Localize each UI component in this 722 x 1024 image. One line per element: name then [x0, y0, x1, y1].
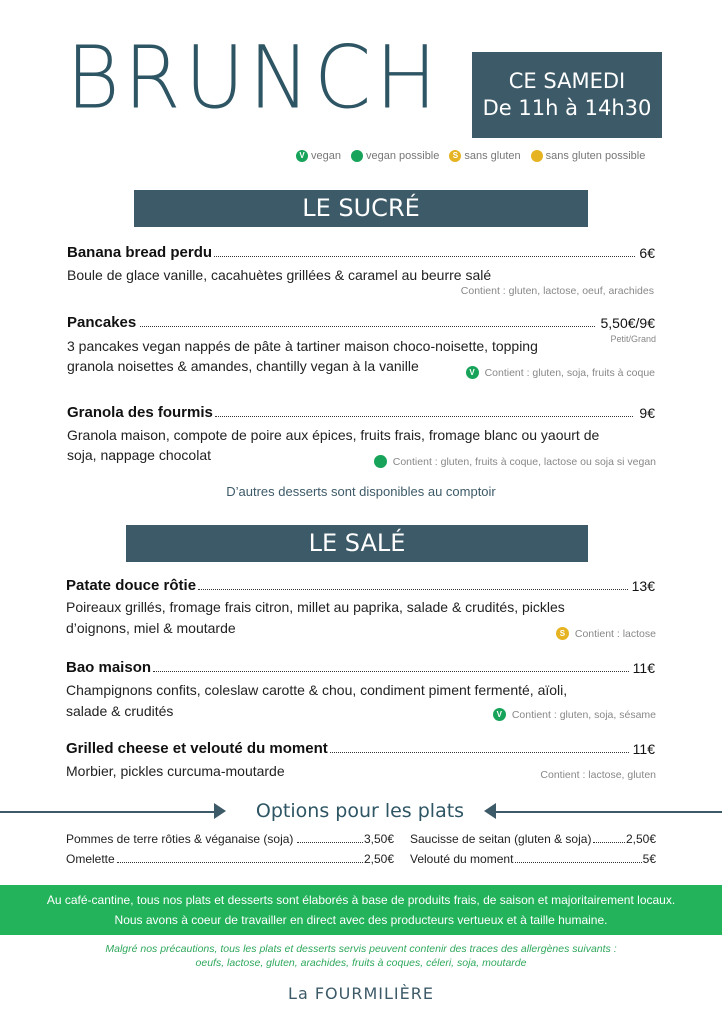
allergen-info: Contient : lactose, gluten — [540, 769, 656, 781]
local-produce-banner — [0, 885, 722, 935]
option-price: 2,50€ — [625, 832, 656, 846]
dot-leader — [140, 326, 594, 327]
item-name: Grilled cheese et velouté du moment — [66, 740, 328, 757]
date-box — [472, 52, 662, 138]
item-description-line-2: salade & crudités — [66, 703, 174, 719]
item-description-line-1: Granola maison, compote de poire aux épices, fruits frais, fromage blanc ou yaourt de — [67, 427, 600, 443]
item-description-line-2: soja, nappage chocolat — [67, 447, 211, 463]
option-row — [410, 852, 656, 866]
dot-leader — [515, 862, 641, 863]
item-price: 9€ — [639, 405, 655, 421]
v-badge-icon: V — [493, 708, 506, 721]
menu-item-banana-bread — [67, 244, 655, 261]
left-arrow-line — [0, 811, 222, 813]
option-price: 3,50€ — [363, 832, 394, 846]
option-row — [410, 832, 656, 846]
brand-logo: La FOURMILIÈRE — [288, 984, 434, 1003]
right-arrow-line — [494, 811, 722, 813]
option-price: 5€ — [642, 852, 656, 866]
option-price: 2,50€ — [363, 852, 394, 866]
item-price: 6€ — [639, 245, 655, 261]
item-price: 13€ — [631, 578, 655, 594]
menu-item-granola — [67, 404, 655, 421]
item-price: 5,50€/9€ — [600, 315, 655, 331]
option-row — [66, 832, 394, 846]
dot-leader — [153, 671, 629, 672]
dot-leader — [593, 842, 625, 843]
v-badge-icon: V — [466, 366, 479, 379]
allergen-line-1: Malgré nos précautions, tous les plats et desserts servis peuvent contenir des traces des allergènes suivants : — [105, 943, 617, 955]
legend-sans-gluten-possible: sans gluten possible — [531, 150, 646, 162]
item-description: Morbier, pickles curcuma-moutarde — [66, 763, 285, 779]
yellow-dot-icon — [531, 150, 543, 162]
legend-vegan: V vegan — [296, 150, 341, 162]
menu-item-pancakes — [67, 314, 655, 331]
item-description-line-1: 3 pancakes vegan nappés de pâte à tartiner maison choco-noisette, topping — [67, 338, 538, 354]
v-badge-icon: V — [296, 150, 308, 162]
section-sucre-heading: LE SUCRÉ — [134, 190, 588, 227]
item-name: Banana bread perdu — [67, 244, 213, 261]
item-description: Boule de glace vanille, cacahuètes grillées & caramel au beurre salé — [67, 267, 492, 283]
date-line-1: CE SAMEDI — [508, 68, 626, 93]
legend-vegan-possible: vegan possible — [351, 150, 439, 162]
allergen-info: V Contient : gluten, soja, sésame — [460, 708, 656, 721]
item-description-line-2: granola noisettes & amandes, chantilly vegan à la vanille — [67, 358, 419, 374]
option-label: Saucisse de seitan (gluten & soja) — [410, 832, 592, 846]
menu-item-bao — [66, 659, 655, 676]
dot-leader — [117, 862, 363, 863]
allergen-notice — [0, 942, 722, 970]
item-price: 11€ — [632, 660, 655, 676]
item-description-line-1: Champignons confits, coleslaw carotte & chou, condiment piment fermenté, aïoli, — [66, 682, 568, 698]
item-name: Pancakes — [67, 314, 137, 331]
dot-leader — [215, 416, 634, 417]
dot-leader — [198, 589, 628, 590]
item-description-line-1: Poireaux grillés, fromage frais citron, millet au paprika, salade & crudités, pickles — [66, 599, 565, 615]
banner-line-2: Nous avons à coeur de travailler en direct avec des producteurs vertueux et à taille humaine. — [114, 913, 608, 927]
menu-item-patate-douce — [66, 577, 655, 594]
legend-sans-gluten: S sans gluten — [449, 150, 520, 162]
right-arrow-icon — [214, 803, 226, 819]
price-note: Petit/Grand — [610, 334, 656, 344]
dot-leader — [297, 842, 363, 843]
dot-leader — [330, 752, 629, 753]
option-label: Omelette — [66, 852, 115, 866]
item-name: Granola des fourmis — [67, 404, 213, 421]
item-description-line-2: d’oignons, miel & moutarde — [66, 620, 236, 636]
desserts-note: D’autres desserts sont disponibles au comptoir — [226, 484, 496, 499]
item-price: 11€ — [632, 741, 655, 757]
allergen-line-2: oeufs, lactose, gluten, arachides, fruits à coques, céleri, soja, moutarde — [195, 957, 527, 969]
dot-leader — [214, 256, 635, 257]
date-line-2: De 11h à 14h30 — [482, 96, 652, 120]
s-badge-icon: S — [556, 627, 569, 640]
allergen-info: V Contient : gluten, soja, fruits à coque — [440, 366, 655, 379]
menu-item-grilled-cheese — [66, 740, 655, 757]
diet-legend — [296, 150, 655, 162]
option-label: Pommes de terre rôties & véganaise (soja) — [66, 832, 294, 846]
item-name: Bao maison — [66, 659, 152, 676]
allergen-info: Contient : gluten, lactose, oeuf, arachides — [460, 285, 654, 297]
green-dot-icon — [374, 455, 387, 468]
options-title: Options pour les plats — [255, 800, 465, 822]
option-row — [66, 852, 394, 866]
green-dot-icon — [351, 150, 363, 162]
item-name: Patate douce rôtie — [66, 577, 197, 594]
s-badge-icon: S — [449, 150, 461, 162]
page-title: BRUNCH — [66, 28, 441, 129]
banner-line-1: Au café-cantine, tous nos plats et desserts sont élaborés à base de produits frais, de saison et majoritairement locaux. — [46, 893, 676, 907]
section-sale-heading: LE SALÉ — [126, 525, 588, 562]
allergen-info: Contient : gluten, fruits à coque, lactose ou soja si vegan — [340, 455, 656, 468]
allergen-info: S Contient : lactose — [500, 627, 656, 640]
option-label: Velouté du moment — [410, 852, 514, 866]
